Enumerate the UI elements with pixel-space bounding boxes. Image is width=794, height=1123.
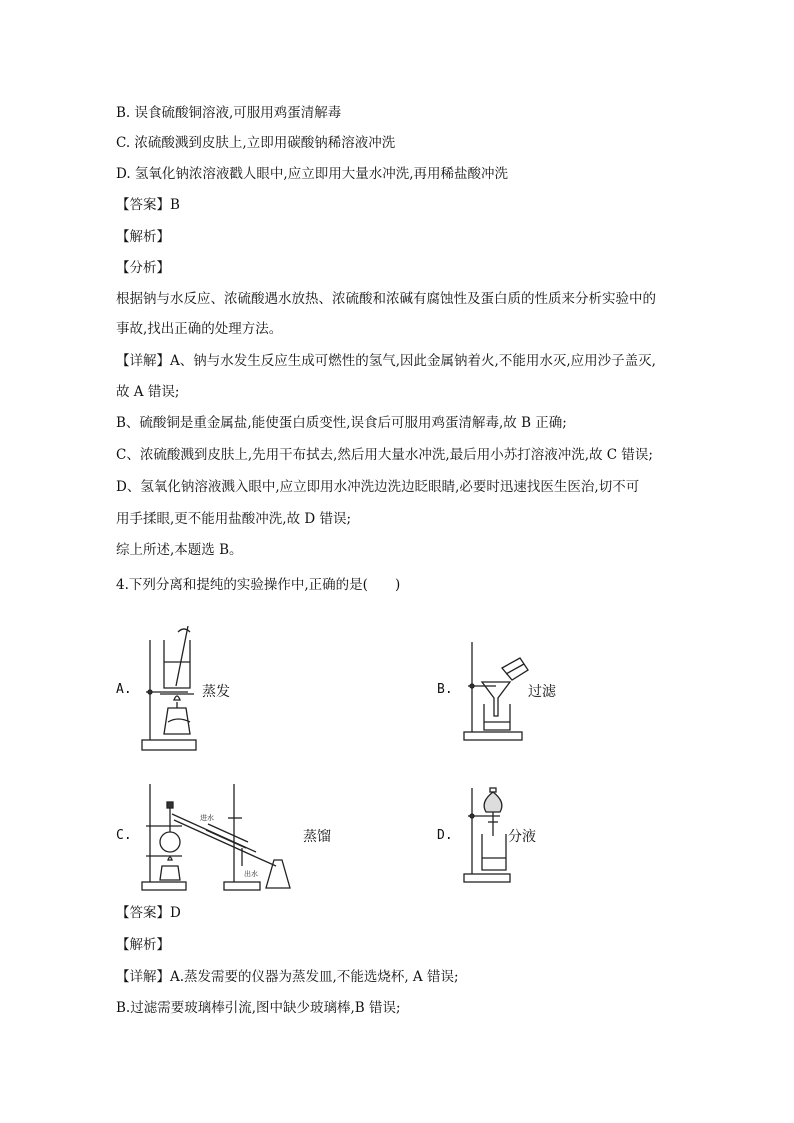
detail-a-1: 【详解】A、钠与水发生反应生成可燃性的氢气,因此金属钠着火,不能用水灭,应用沙子盖灭, xyxy=(116,353,656,369)
option-d-line: D. 氢氧化钠浓溶液戳人眼中,应立即用大量水冲洗,再用稀盐酸冲洗 xyxy=(116,166,509,182)
detail-a-2: 故 A 错误; xyxy=(116,384,180,400)
option-d-name: 分液 xyxy=(508,829,536,845)
detail-4-a: 【详解】A.蒸发需要的仪器为蒸发皿,不能选烧杯, A 错误; xyxy=(116,969,459,985)
water-out-label: 出水 xyxy=(244,870,258,878)
option-a-label: A. xyxy=(116,682,132,697)
detail-b: B、硫酸铜是重金属盐,能使蛋白质变性,误食后可服用鸡蛋清解毒,故 B 正确; xyxy=(116,415,567,431)
analysis-text-2: 事故,找出正确的处理方法。 xyxy=(116,321,283,337)
option-d-label: D. xyxy=(437,828,453,843)
water-in-label: 进水 xyxy=(200,814,214,822)
question-4: 4.下列分离和提纯的实验操作中,正确的是( ) xyxy=(116,577,401,593)
distillation-apparatus xyxy=(138,780,300,892)
answer-4-line: 【答案】D xyxy=(116,905,181,921)
option-c-line: C. 浓硫酸溅到皮肤上,立即用碳酸钠稀溶液冲洗 xyxy=(116,135,396,151)
answer-line: 【答案】B xyxy=(116,197,180,213)
evaporation-apparatus xyxy=(138,622,200,754)
option-b-name: 过滤 xyxy=(528,684,556,700)
option-c-label: C. xyxy=(116,828,132,843)
option-b-line: B. 误食硫酸铜溶液,可服用鸡蛋清解毒 xyxy=(116,105,342,121)
detail-d-2: 用手揉眼,更不能用盐酸冲洗,故 D 错误; xyxy=(116,511,352,527)
detail-d-1: D、氢氧化钠溶液溅入眼中,应立即用水冲洗边洗边眨眼睛,必要时迅速找医生医治,切不可 xyxy=(116,479,640,495)
summary-line: 综上所述,本题选 B。 xyxy=(116,542,243,558)
detail-c: C、浓硫酸溅到皮肤上,先用干布拭去,然后用大量水冲洗,最后用小苏打溶液冲洗,故 C 错误; xyxy=(116,447,653,463)
analysis-subheading: 【分析】 xyxy=(116,260,170,276)
detail-4-b: B.过滤需要玻璃棒引流,图中缺少玻璃棒,B 错误; xyxy=(116,1000,401,1016)
separating-funnel-apparatus xyxy=(462,784,514,884)
analysis-text-1: 根据钠与水反应、浓硫酸遇水放热、浓硫酸和浓碱有腐蚀性及蛋白质的性质来分析实验中的 xyxy=(116,291,656,307)
analysis-4-heading: 【解析】 xyxy=(116,937,170,953)
option-c-name: 蒸馏 xyxy=(303,829,331,845)
option-b-label: B. xyxy=(437,682,453,697)
filtration-apparatus xyxy=(462,638,532,742)
analysis-heading: 【解析】 xyxy=(116,229,170,245)
option-a-name: 蒸发 xyxy=(202,684,230,700)
